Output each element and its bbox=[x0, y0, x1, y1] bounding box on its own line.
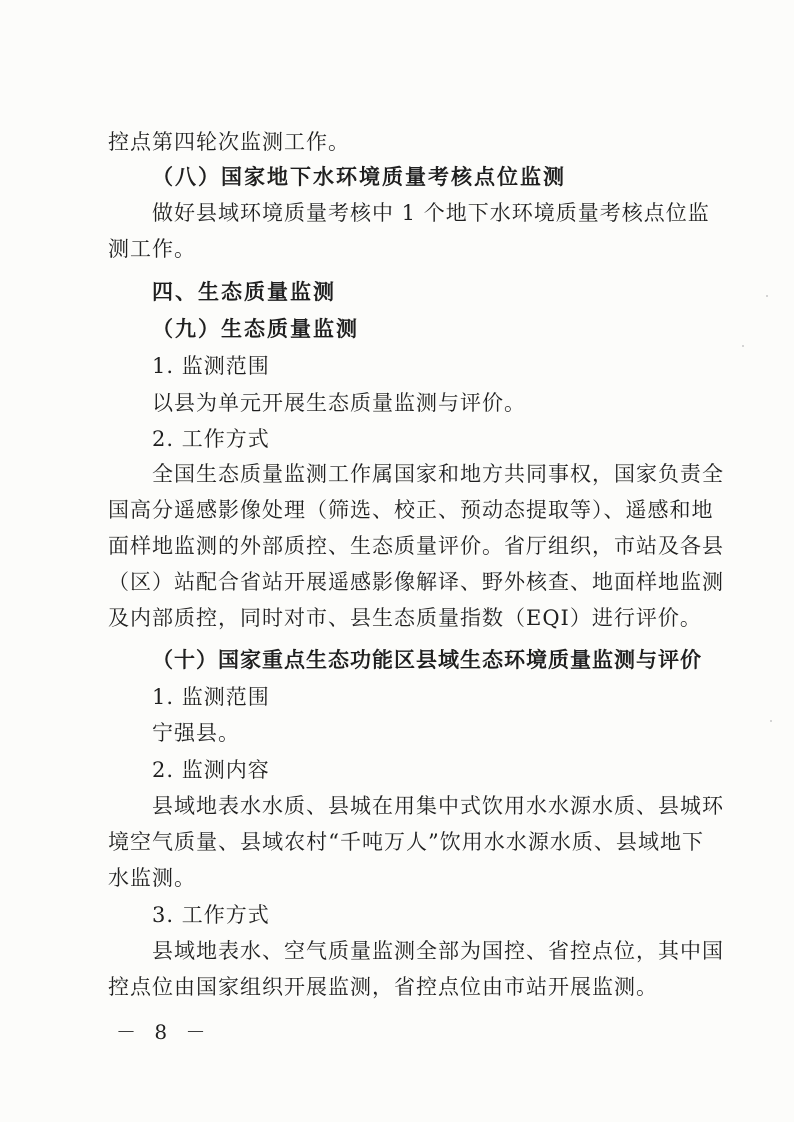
text-line-4: 测工作。 bbox=[108, 237, 196, 261]
subheading-method-2: 3. 工作方式 bbox=[152, 903, 270, 927]
heading-8-groundwater: （八）国家地下水环境质量考核点位监测 bbox=[152, 165, 566, 189]
subheading-content: 2. 监测内容 bbox=[152, 758, 270, 782]
text-line-10: 全国生态质量监测工作属国家和地方共同事权，国家负责全 bbox=[152, 462, 724, 486]
scan-speck bbox=[770, 720, 772, 722]
scan-speck bbox=[766, 295, 768, 297]
text-line-11: 国高分遥感影像处理（筛选、校正、预动态提取等）、遥感和地 bbox=[108, 498, 714, 522]
scan-speck bbox=[742, 345, 744, 347]
text-line-23: 县域地表水、空气质量监测全部为国控、省控点位，其中国 bbox=[152, 939, 724, 963]
text-line-3: 做好县域环境质量考核中 1 个地下水环境质量考核点位监 bbox=[152, 201, 710, 225]
text-line-21: 水监测。 bbox=[108, 866, 196, 890]
text-line-12: 面样地监测的外部质控、生态质量评价。省厅组织，市站及各县 bbox=[108, 534, 724, 558]
text-line-8: 以县为单元开展生态质量监测与评价。 bbox=[152, 391, 526, 415]
text-line-14: 及内部质控，同时对市、县生态质量指数（EQI）进行评价。 bbox=[108, 606, 702, 630]
text-line-24: 控点位由国家组织开展监测，省控点位由市站开展监测。 bbox=[108, 975, 658, 999]
subheading-method-1: 2. 工作方式 bbox=[152, 427, 270, 451]
heading-4-ecology: 四、生态质量监测 bbox=[152, 280, 336, 304]
text-line-20: 境空气质量、县域农村“千吨万人”饮用水水源水质、县域地下 bbox=[108, 830, 704, 854]
heading-10-key-zone: （十）国家重点生态功能区县域生态环境质量监测与评价 bbox=[152, 648, 702, 672]
text-line-1: 控点第四轮次监测工作。 bbox=[108, 130, 350, 154]
heading-9-ecology: （九）生态质量监测 bbox=[152, 317, 359, 341]
text-line-19: 县域地表水水质、县城在用集中式饮用水水源水质、县城环 bbox=[152, 794, 724, 818]
subheading-scope-1: 1. 监测范围 bbox=[152, 354, 270, 378]
page-number: － 8 － bbox=[116, 1020, 212, 1044]
text-line-17: 宁强县。 bbox=[152, 721, 240, 745]
subheading-scope-2: 1. 监测范围 bbox=[152, 685, 270, 709]
text-line-13: （区）站配合省站开展遥感影像解译、野外核查、地面样地监测 bbox=[108, 570, 724, 594]
